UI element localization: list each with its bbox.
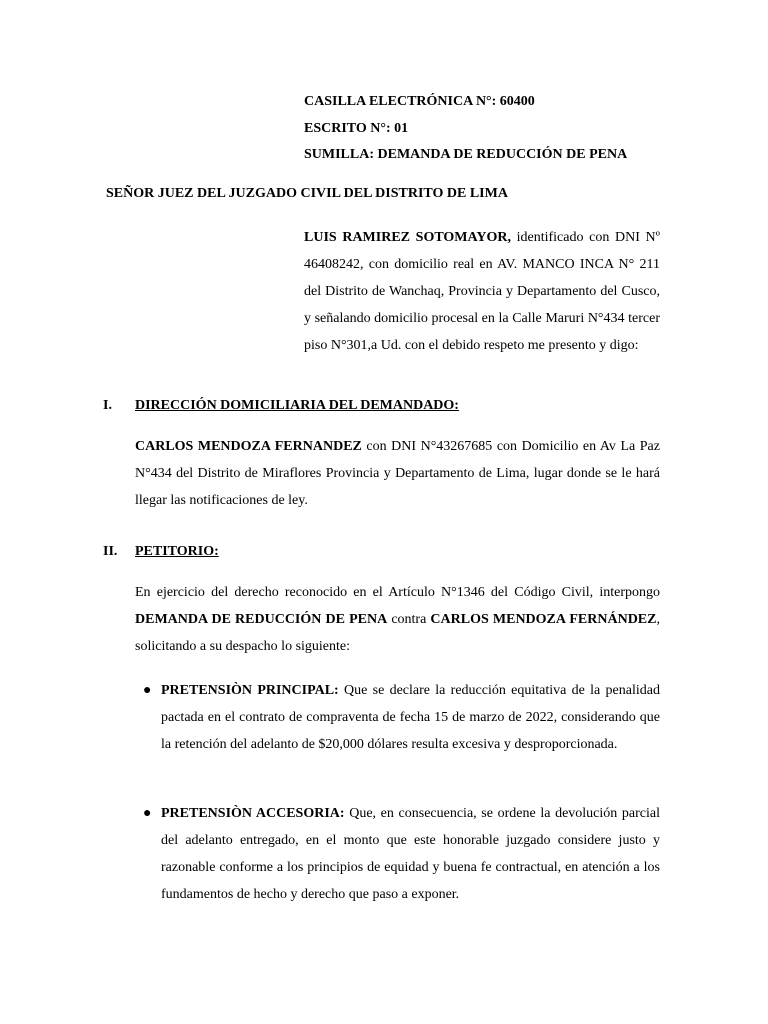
petitorio-demand-title: DEMANDA DE REDUCCIÓN DE PENA xyxy=(135,612,388,627)
bullet-marker-2: ● xyxy=(143,806,152,821)
section-1-title: DIRECCIÓN DOMICILIARIA DEL DEMANDADO: xyxy=(135,398,459,413)
petitorio-defendant-name: CARLOS MENDOZA FERNÁNDEZ xyxy=(430,612,657,627)
section-2-paragraph xyxy=(135,579,660,660)
bullet-accesoria-text: Que, en consecuencia, se ordene la devolución parcial del adelanto entregado, en el monto que este honorable juzgado considere justo y razonable conforme a los principios de equidad y buena fe contractual, en atención a los fundamentos de hecho y derecho que paso a exponer. xyxy=(161,806,660,902)
plaintiff-name: LUIS RAMIREZ SOTOMAYOR, xyxy=(304,230,511,245)
section-1-number: I. xyxy=(103,398,112,413)
defendant-name: CARLOS MENDOZA FERNANDEZ xyxy=(135,439,362,454)
petitorio-text-2: contra xyxy=(387,612,431,627)
section-1-text: con DNI N°43267685 con Domicilio en Av La Paz N°434 del Distrito de Miraflores Provincia y Departamento de Lima, lugar donde se le hará llegar las notificaciones de ley. xyxy=(135,439,660,508)
bullet-accesoria xyxy=(161,800,660,908)
document-header xyxy=(304,93,724,173)
petitorio-text-1: En ejercicio del derecho reconocido en el Artículo N°1346 del Código Civil, interpongo xyxy=(135,585,660,600)
bullet-marker-1: ● xyxy=(143,683,152,698)
escrito-line: ESCRITO N°: 01 xyxy=(304,120,409,136)
section-1-paragraph xyxy=(135,433,660,514)
sumilla-line: SUMILLA: DEMANDA DE REDUCCIÓN DE PENA xyxy=(304,147,628,162)
petitorio-text-3: , solicitando a su despacho lo siguiente: xyxy=(135,612,660,654)
bullet-principal xyxy=(161,677,660,758)
section-1-heading xyxy=(103,398,459,414)
section-2-number: II. xyxy=(103,544,118,559)
bullet-accesoria-label: PRETENSIÒN ACCESORIA: xyxy=(161,806,345,821)
bullet-principal-label: PRETENSIÒN PRINCIPAL: xyxy=(161,683,339,698)
intro-text: identificado con DNI Nº 46408242, con domicilio real en AV. MANCO INCA N° 211 del Distrito de Wanchaq, Provincia y Departamento del Cusco, y señalando domicilio procesal en la Calle Maruri N°434 tercer piso N°301,a Ud. con el debido respeto me presento y digo: xyxy=(304,230,660,353)
casilla-line: CASILLA ELECTRÓNICA N°: 60400 xyxy=(304,94,535,109)
intro-paragraph xyxy=(304,224,660,359)
section-2-title: PETITORIO: xyxy=(135,544,219,559)
addressee: SEÑOR JUEZ DEL JUZGADO CIVIL DEL DISTRITO DE LIMA xyxy=(106,186,508,201)
bullet-principal-text: Que se declare la reducción equitativa de la penalidad pactada en el contrato de compraventa de fecha 15 de marzo de 2022, considerando que la retención del adelanto de $20,000 dólares resulta excesiva y desproporcionada. xyxy=(161,683,660,752)
section-2-heading xyxy=(103,544,219,560)
